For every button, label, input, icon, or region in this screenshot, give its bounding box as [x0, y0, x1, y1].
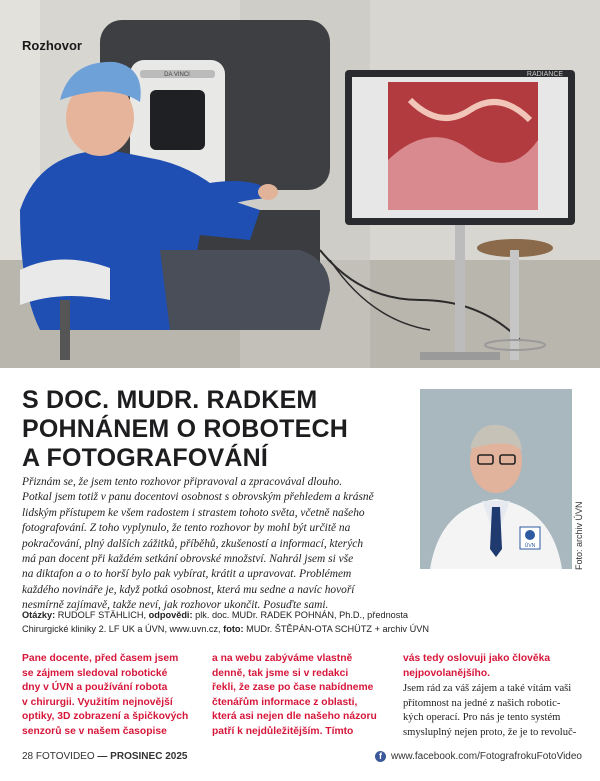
answer-line: přítomnost na jedné z našich robotic- [403, 697, 561, 709]
credits-line-1 [22, 608, 582, 622]
interview-question [212, 652, 384, 740]
portrait-badge-text: ÚVN [524, 543, 536, 549]
portrait-photo [420, 389, 572, 569]
page-folio [22, 751, 187, 762]
column-3 [403, 652, 583, 741]
robotic-surgery-illustration [0, 0, 600, 368]
intro-line: pokračování, plný dalších zážitků, příběhů, zkušeností a informací, kterých [22, 537, 364, 550]
headline-line: POHNÁNEM O ROBOTECH [22, 415, 349, 443]
question-line: senzorů se v našem časopise [22, 725, 167, 737]
facebook-link[interactable] [375, 751, 582, 762]
intro-line: na diktafon a o to horší bylo pak vybírat, krátit a upravovat. Problémem [22, 568, 352, 581]
console-brand: DA VINCI [164, 72, 190, 78]
section-label: Rozhovor [22, 38, 82, 53]
question-line: řekli, že zase po čase nabídneme [212, 682, 374, 694]
photo-label: foto: [223, 624, 244, 634]
headline-line: A FOTOGRAFOVÁNÍ [22, 444, 269, 472]
photo-author: MUDr. ŠTĚPÁN-OTA SCHÜTZ + archiv ÚVN [246, 624, 429, 634]
page-footer [22, 750, 582, 766]
answer-line: smysluplný nejen proto, že je to revoluč- [403, 726, 577, 738]
monitor-brand: RADIANCE [526, 71, 564, 78]
page-number: 28 [22, 751, 34, 762]
hero-photo [0, 0, 600, 368]
question-line: čtenářům informace z oblasti, [212, 696, 358, 708]
intro-line: Přiznám se, že jsem tento rozhovor připravoval a zpracovával dlouho. [22, 476, 343, 488]
question-line: dny v ÚVN a používání robota [22, 682, 168, 694]
article-credits [22, 608, 582, 636]
question-line: denně, tak jsme si v redakci [212, 667, 349, 679]
intro-line: fotografování. Z toho vyplynulo, že tento rozhovor by mohl být určitě na [22, 522, 351, 535]
question-line: Pane docente, před časem jsem [22, 653, 179, 664]
interview-question [22, 652, 194, 740]
issue-label: — PROSINEC 2025 [97, 751, 188, 762]
article-intro [22, 475, 415, 614]
answers-label: odpovědi: [148, 610, 193, 620]
intro-line: Potkal jsem totiž v panu docentovi osobnost s obrovským přehledem a krásně [22, 491, 374, 504]
question-line: se zájmem sledoval robotické [22, 667, 168, 679]
intro-line: má pan docent při každém setkání obrovské množství. Nahrál jsem si vše [22, 553, 354, 566]
interview-answer [403, 682, 583, 740]
facebook-icon: f [375, 751, 386, 762]
interview-question [403, 652, 583, 681]
column-2 [212, 652, 384, 740]
questions-label: Otázky: [22, 610, 56, 620]
article-headline [22, 386, 407, 473]
answers-affiliation: Chirurgické kliniky 2. LF UK a ÚVN, www.uvn.cz, [22, 624, 221, 634]
headline-line: S DOC. MUDR. RADKEM [22, 386, 318, 414]
question-line: vás tedy oslovuji jako člověka [403, 653, 551, 664]
answers-author: plk. doc. MUDr. RADEK POHNÁN, Ph.D., přednosta [195, 610, 409, 620]
answer-line: Jsem rád za váš zájem a také vítám vaši [403, 683, 572, 695]
question-line: patří k nejdůležitějším. Tímto [212, 725, 354, 737]
question-line: optiky, 3D zobrazení a špičkových [22, 711, 189, 723]
column-1 [22, 652, 194, 740]
question-line: a na webu zabýváme vlastně [212, 653, 353, 664]
questions-author: RUDOLF STÄHLICH, [57, 610, 147, 620]
facebook-url: www.facebook.com/FotografrokuFotoVideo [390, 751, 582, 762]
intro-line: každého novináře je, když potká osobnost, která mu sedne a navíc hovoří [22, 583, 355, 596]
photo-credit: Foto: archiv ÚVN [574, 501, 584, 570]
question-line: která asi nejen dle našeho názoru [212, 711, 377, 723]
answer-line: kých operací. Pro nás je tento systém [403, 712, 561, 724]
magazine-name: FOTOVIDEO [35, 751, 95, 762]
portrait-illustration [420, 389, 572, 569]
question-line: nejpovolanějšího. [403, 667, 490, 679]
credits-line-2 [22, 622, 582, 636]
intro-line: nesmírně zajímavě, takže neví, jak rozhovor ukončit. Posuďte sami. [22, 599, 329, 612]
intro-line: lidským přístupem ke všem radostem i strastem tohoto světa, včetně našeho [22, 506, 365, 519]
question-line: v chirurgii. Využitím nejnovější [22, 696, 173, 708]
